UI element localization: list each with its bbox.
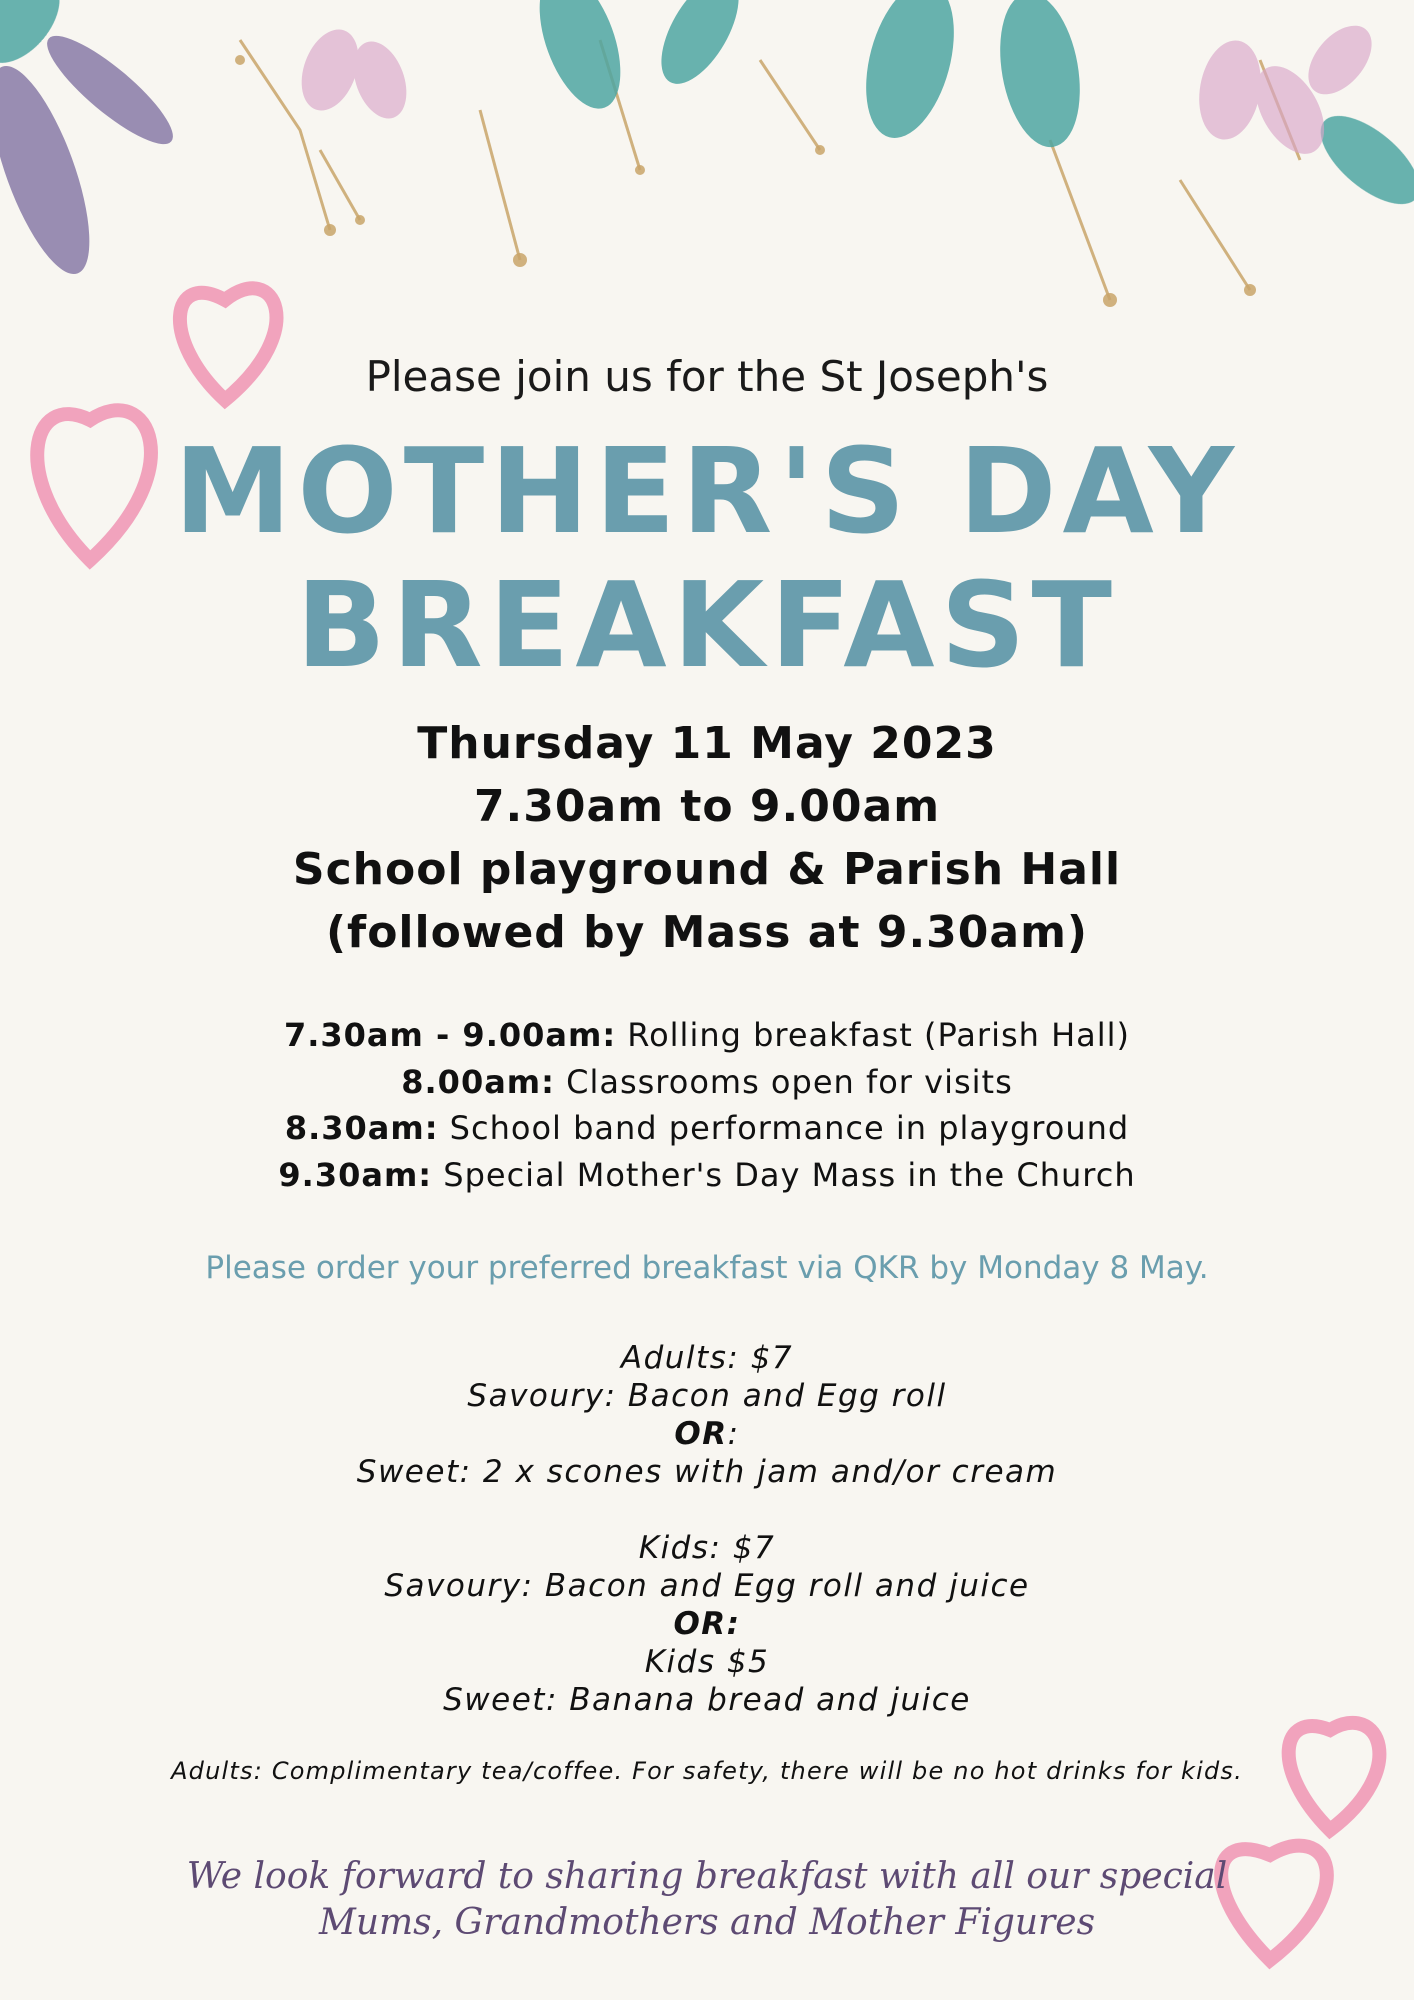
event-mass-note: (followed by Mass at 9.30am) bbox=[325, 907, 1089, 958]
menu-kids bbox=[0, 1529, 1414, 1719]
schedule-time: 8.00am: bbox=[401, 1062, 555, 1101]
or-colon: : bbox=[727, 1416, 740, 1452]
title-line-1: MOTHER'S DAY bbox=[173, 422, 1241, 560]
closing-message bbox=[0, 1854, 1414, 1946]
schedule-item bbox=[0, 1012, 1414, 1059]
adults-savoury: Savoury: Bacon and Egg roll bbox=[467, 1378, 947, 1414]
schedule-time: 7.30am - 9.00am: bbox=[283, 1016, 617, 1054]
schedule-time: 9.30am: bbox=[278, 1155, 433, 1194]
kids-price: Kids: $7 bbox=[638, 1530, 776, 1566]
schedule bbox=[0, 1012, 1414, 1198]
schedule-text: School band performance in playground bbox=[449, 1109, 1130, 1147]
adults-price: Adults: $7 bbox=[620, 1340, 794, 1376]
event-details bbox=[0, 712, 1414, 964]
event-date: Thursday 11 May 2023 bbox=[417, 718, 997, 769]
drinks-note: Adults: Complimentary tea/coffee. For safety, there will be no hot drinks for kids. bbox=[171, 1757, 1243, 1785]
schedule-text: Special Mother's Day Mass in the Church bbox=[443, 1155, 1136, 1194]
kids-sweet: Sweet: Banana bread and juice bbox=[443, 1682, 971, 1718]
or-label: OR bbox=[674, 1416, 728, 1452]
kids-savoury: Savoury: Bacon and Egg roll and juice bbox=[384, 1568, 1030, 1604]
event-location: School playground & Parish Hall bbox=[292, 844, 1122, 895]
menu-adults bbox=[0, 1339, 1414, 1491]
schedule-item bbox=[0, 1059, 1414, 1106]
title-line-2: BREAKFAST bbox=[295, 556, 1119, 694]
closing-line-2: Mums, Grandmothers and Mother Figures bbox=[318, 1902, 1096, 1943]
kids-or: OR: bbox=[673, 1606, 741, 1642]
schedule-time: 8.30am: bbox=[284, 1109, 439, 1147]
kids-price-2: Kids $5 bbox=[644, 1644, 770, 1680]
schedule-item bbox=[0, 1152, 1414, 1199]
adults-or bbox=[0, 1415, 1414, 1453]
schedule-text: Rolling breakfast (Parish Hall) bbox=[627, 1016, 1131, 1054]
adults-sweet: Sweet: 2 x scones with jam and/or cream bbox=[356, 1454, 1058, 1490]
closing-line-1: We look forward to sharing breakfast with all our special bbox=[186, 1856, 1228, 1897]
order-note: Please order your preferred breakfast via QKR by Monday 8 May. bbox=[205, 1250, 1209, 1286]
schedule-item bbox=[0, 1105, 1414, 1152]
intro-text: Please join us for the St Joseph's bbox=[365, 352, 1049, 401]
event-time: 7.30am to 9.00am bbox=[473, 781, 941, 832]
schedule-text: Classrooms open for visits bbox=[566, 1062, 1013, 1101]
